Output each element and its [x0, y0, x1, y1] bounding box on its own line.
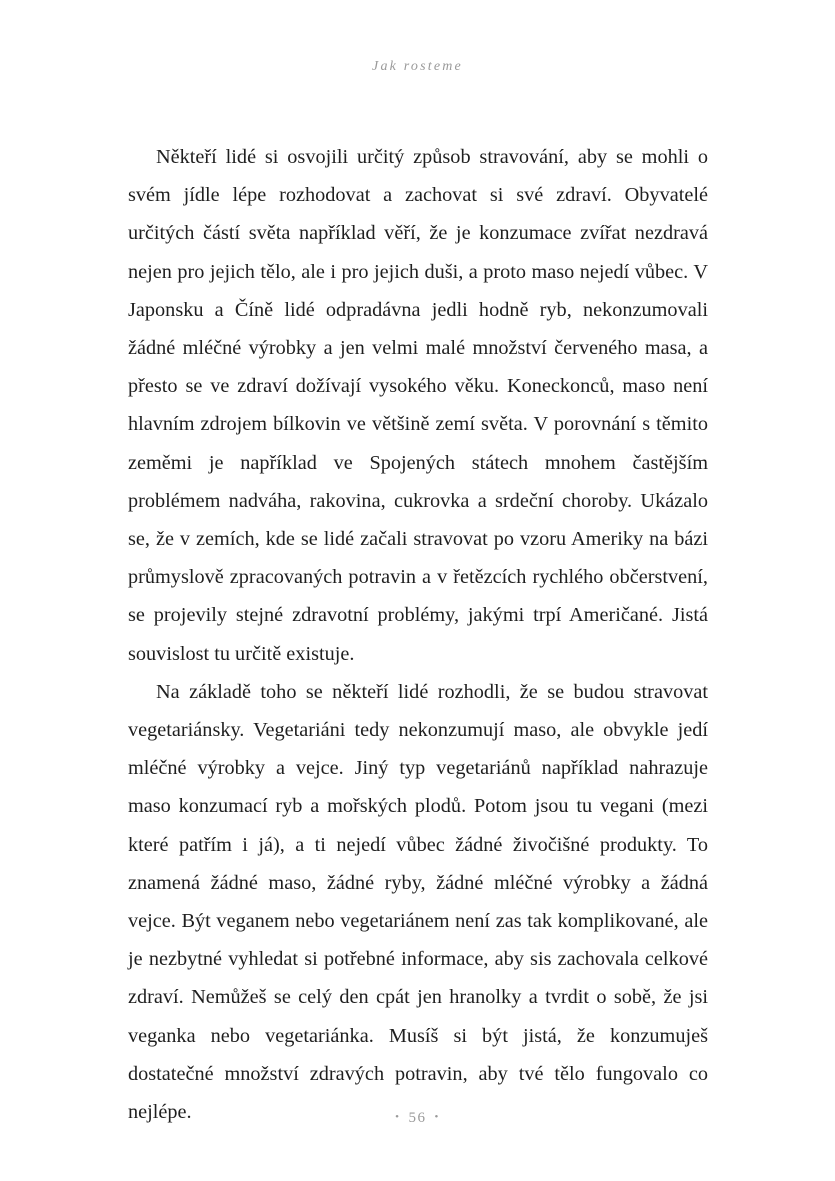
folio-bullet-right: • [434, 1111, 440, 1123]
paragraph-1: Někteří lidé si osvojili určitý způsob stravování, aby se mohli o svém jídle lépe rozhodovat a zachovat si své zdraví. Obyvatelé určitých částí světa například věří, že je konzumace zvířat nezdravá nejen pro jejich tělo, ale i pro jejich duši, a proto maso nejedí vůbec. V Japonsku a Číně lidé odpradávna jedli hodně ryb, nekonzumovali žádné mléčné výrobky a jen velmi malé množství červeného masa, a přesto se ve zdraví dožívají vysokého věku. Koneckonců, maso není hlavním zdrojem bílkovin ve většině zemí světa. V porovnání s těmito zeměmi je například ve Spojených státech mnohem častějším problémem nadváha, rakovina, cukrovka a srdeční choroby. Ukázalo se, že v zemích, kde se lidé začali stravovat po vzoru Ameriky na bázi průmyslově zpracovaných potravin a v řetězcích rychlého občerstvení, se projevily stejné zdravotní problémy, jakými trpí Američané. Jistá souvislost tu určitě existuje. [128, 146, 708, 665]
folio-bullet-left: • [395, 1111, 401, 1123]
page-number: 56 [408, 1110, 427, 1126]
paragraph-2: Na základě toho se někteří lidé rozhodli, že se budou stravovat vegetariánsky. Vegetariáni tedy nekonzumují maso, ale obvykle jedí mléčné výrobky a vejce. Jiný typ vegetariánů například nahrazuje maso konzumací ryb a mořských plodů. Potom jsou tu vegani (mezi které patřím i já), a ti nejedí vůbec žádné živočišné produkty. To znamená žádné maso, žádné ryby, žádné mléčné výrobky a žádná vejce. Být veganem nebo vegetariánem není zas tak komplikované, ale je nezbytné vyhledat si potřebné informace, aby sis zachovala celkové zdraví. Nemůžeš se celý den cpát jen hranolky a tvrdit o sobě, že jsi veganka nebo vegetariánka. Musíš si být jistá, že konzumuješ dostatečné množství zdravých potravin, aby tvé tělo fungovalo co nejlépe. [128, 680, 708, 1124]
running-header: Jak rosteme [372, 59, 463, 74]
page-folio [0, 1110, 835, 1127]
body-text [128, 138, 708, 1131]
